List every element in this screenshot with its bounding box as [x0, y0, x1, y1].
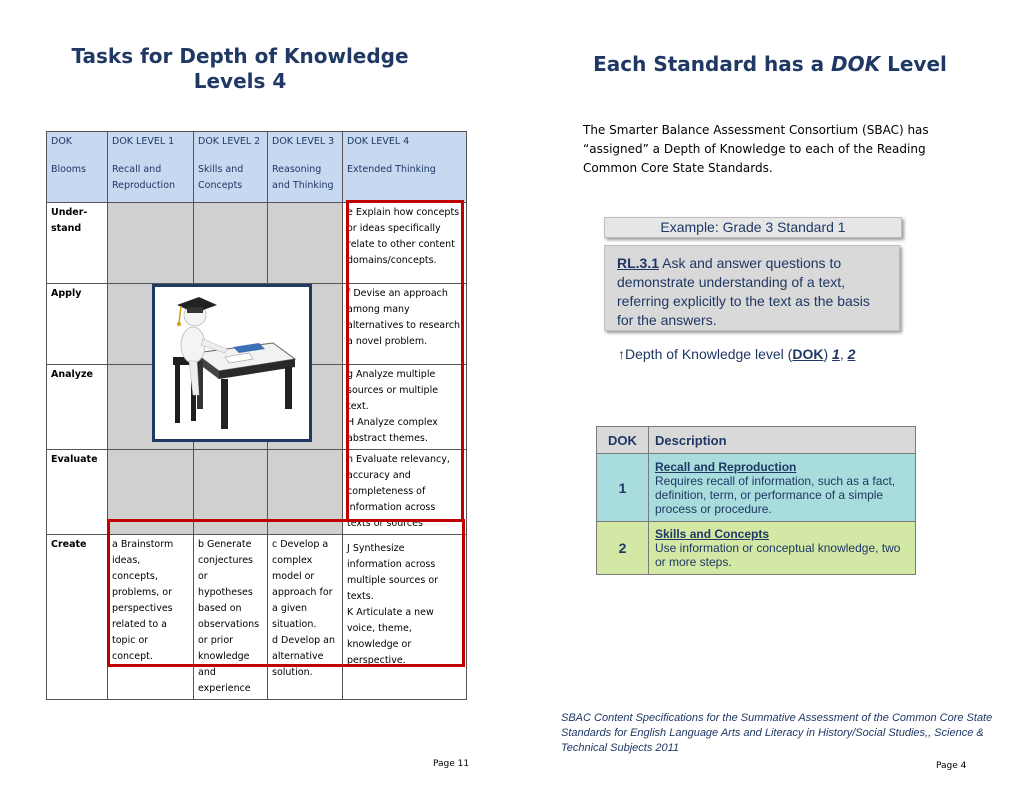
- empty-cell: [268, 203, 343, 284]
- level1-task: a Brainstorm ideas, concepts, problems, or perspectives related to a topic or concept.: [108, 535, 194, 700]
- header-top: DOK LEVEL 2: [198, 136, 261, 147]
- left-title-line1: Tasks for Depth of Knowledge: [71, 44, 409, 68]
- dok-description-table: [596, 426, 916, 575]
- empty-cell: [108, 203, 194, 284]
- standard-box: [604, 245, 900, 331]
- row-label: Evaluate: [47, 450, 108, 535]
- header-cell: [268, 132, 343, 203]
- level4-task: f Devise an approach among many alternatives to research a novel problem.: [343, 284, 467, 365]
- empty-cell: [194, 203, 268, 284]
- standard-text: Ask and answer questions to demonstrate understanding of a text, referring explicitly to the text as the basis for the answers.: [617, 255, 870, 328]
- header-bottom: Skills and Concepts: [198, 164, 244, 191]
- header-cell: [47, 132, 108, 203]
- right-page-title: [560, 52, 980, 76]
- level4-task: e Explain how concepts or ideas specifically relate to other content domains/concepts.: [343, 203, 467, 284]
- description-cell: [649, 522, 916, 575]
- col-header-dok: DOK: [597, 427, 649, 454]
- description-text: Requires recall of information, such as a fact, definition, term, or performance of a simple process or procedure.: [655, 473, 896, 516]
- col-header-description: Description: [649, 427, 916, 454]
- title-suffix: Level: [880, 52, 947, 76]
- header-bottom: Reasoning and Thinking: [272, 164, 334, 191]
- dok-level-cell: 2: [597, 522, 649, 575]
- title-italic: DOK: [831, 52, 881, 76]
- description-text: Use information or conceptual knowledge, two or more steps.: [655, 541, 901, 569]
- left-page-title: [40, 44, 440, 94]
- level3-task: c Develop a complex model or approach for a given situation. d Develop an alternative solution.: [268, 535, 343, 700]
- dok-prefix: ↑Depth of Knowledge level (: [618, 346, 793, 362]
- row-label: Apply: [47, 284, 108, 365]
- dok-level-1: 1: [832, 346, 840, 362]
- table-row: [597, 522, 916, 575]
- left-page-number: Page 11: [433, 759, 470, 769]
- standard-code: RL.3.1: [617, 255, 660, 271]
- row-label: Create: [47, 535, 108, 700]
- dok-level-line: [618, 346, 855, 362]
- level4-highlight-box: [346, 200, 464, 522]
- title-prefix: Each Standard has a: [593, 52, 832, 76]
- level4-task: g Analyze multiple sources or multiple text. H Analyze complex abstract themes.: [343, 365, 467, 450]
- desc-header-row: [597, 427, 916, 454]
- dok-abbr: DOK: [792, 346, 824, 362]
- example-label-box: Example: Grade 3 Standard 1: [604, 217, 902, 238]
- right-page-number: Page 4: [936, 761, 967, 771]
- header-cell: [194, 132, 268, 203]
- header-top: DOK LEVEL 3: [272, 136, 335, 147]
- header-bottom: Blooms: [51, 164, 86, 175]
- description-title: Recall and Reproduction: [655, 459, 797, 474]
- table-row: [597, 454, 916, 522]
- dok-level-cell: 1: [597, 454, 649, 522]
- student-at-desk-illustration: [152, 284, 312, 442]
- level2-task: b Generate conjectures or hypotheses based on observations or prior knowledge and experience: [194, 535, 268, 700]
- dok-sep: ,: [839, 346, 848, 362]
- row-label: Under-stand: [47, 203, 108, 284]
- header-cell: [108, 132, 194, 203]
- dok-mid: ): [823, 346, 833, 362]
- description-cell: [649, 454, 916, 522]
- table-header-row: [47, 132, 467, 203]
- header-top: DOK LEVEL 1: [112, 136, 175, 147]
- level4-task: h Evaluate relevancy, accuracy and completeness of information across texts or sources: [343, 450, 467, 535]
- create-highlight-box: [107, 519, 465, 667]
- citation: SBAC Content Specifications for the Summative Assessment of the Common Core State Standards for English Language Arts and Literacy in History/Social Studies,, Science & Technical Subjects 2011: [561, 712, 993, 754]
- dok-level-2: 2: [847, 346, 856, 362]
- header-bottom: Recall and Reproduction: [112, 164, 176, 191]
- header-cell: [343, 132, 467, 203]
- header-top: DOK LEVEL 4: [347, 136, 410, 147]
- left-title-line2: Levels 4: [193, 69, 287, 93]
- description-title: Skills and Concepts: [655, 527, 770, 541]
- sbac-intro-text: The Smarter Balance Assessment Consortium (SBAC) has “assigned” a Depth of Knowledge to each of the Reading Common Core State Standards.: [583, 123, 929, 175]
- level4-task: J Synthesize information across multiple sources or texts. K Articulate a new voice, theme, knowledge or perspective.: [343, 535, 467, 700]
- header-top: DOK: [51, 136, 73, 147]
- row-label: Analyze: [47, 365, 108, 450]
- header-bottom: Extended Thinking: [347, 164, 436, 175]
